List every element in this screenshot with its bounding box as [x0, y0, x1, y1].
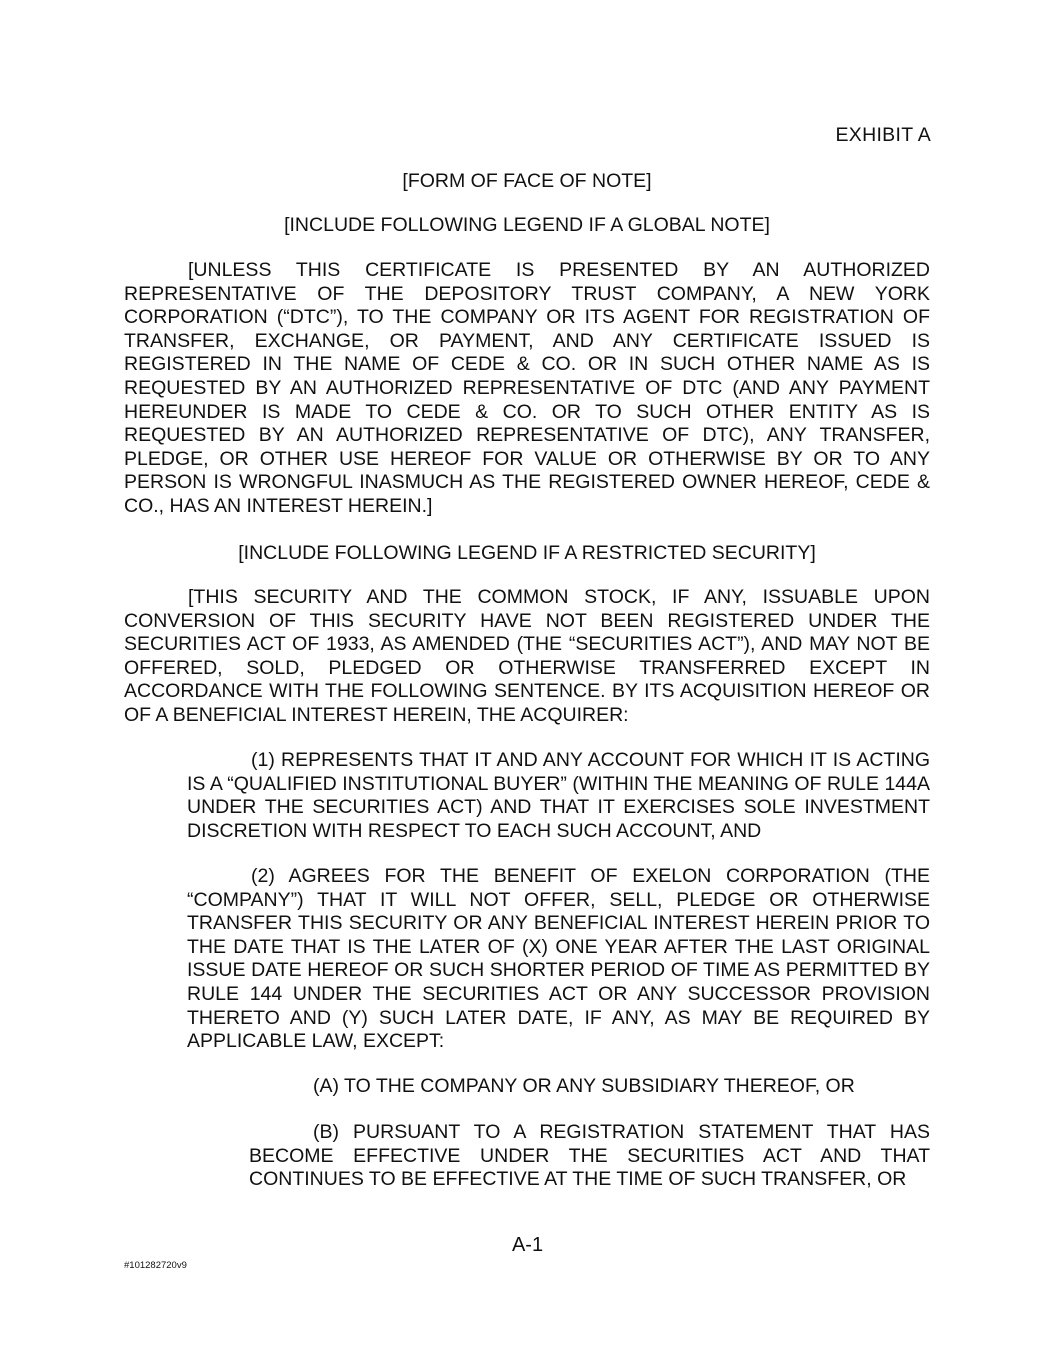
restricted-legend-intro: [THIS SECURITY AND THE COMMON STOCK, IF ANY, ISSUABLE UPON CONVERSION OF THIS SECURITY HAVE NOT BEEN REGISTERED UNDER THE SECURITIES ACT OF 1933, AS AMENDED (THE “SECURITIES ACT”), AND MAY NOT BE OFFERED, SOLD, PLEDGED OR OTHERWISE TRANSFERRED EXCEPT IN ACCORDANCE WITH THE FOLLOWING SENTENCE. BY ITS ACQUISITION HEREOF OR OF A BENEFICIAL INTEREST HEREIN, THE ACQUIRER: [124, 586, 930, 726]
page-number: A-1 [511, 1234, 544, 1256]
sub-clause-b: (B) PURSUANT TO A REGISTRATION STATEMENT THAT HAS BECOME EFFECTIVE UNDER THE SECURITIES ACT AND THAT CONTINUES TO BE EFFECTIVE AT THE TIME OF SUCH TRANSFER, OR [249, 1121, 930, 1191]
form-title: [FORM OF FACE OF NOTE] [402, 170, 652, 192]
global-legend-heading: [INCLUDE FOLLOWING LEGEND IF A GLOBAL NOTE] [284, 214, 770, 236]
document-id: #101282720v9 [124, 1260, 187, 1271]
clause-1-paragraph: (1) REPRESENTS THAT IT AND ANY ACCOUNT FOR WHICH IT IS ACTING IS A “QUALIFIED INSTITUTIONAL BUYER” (WITHIN THE MEANING OF RULE 144A UNDER THE SECURITIES ACT) AND THAT IT EXERCISES SOLE INVESTMENT DISCRETION WITH RESPECT TO EACH SUCH ACCOUNT, AND [187, 749, 930, 842]
exhibit-label: EXHIBIT A [835, 124, 931, 146]
restricted-legend-heading: [INCLUDE FOLLOWING LEGEND IF A RESTRICTED SECURITY] [238, 542, 816, 564]
sub-clause-a: (A) TO THE COMPANY OR ANY SUBSIDIARY THEREOF, OR [313, 1075, 855, 1097]
global-legend-paragraph: [UNLESS THIS CERTIFICATE IS PRESENTED BY AN AUTHORIZED REPRESENTATIVE OF THE DEPOSITORY TRUST COMPANY, A NEW YORK CORPORATION (“DTC”), TO THE COMPANY OR ITS AGENT FOR REGISTRATION OF TRANSFER, EXCHANGE, OR PAYMENT, AND ANY CERTIFICATE ISSUED IS REGISTERED IN THE NAME OF CEDE & CO. OR IN SUCH OTHER NAME AS IS REQUESTED BY AN AUTHORIZED REPRESENTATIVE OF DTC (AND ANY PAYMENT HEREUNDER IS MADE TO CEDE & CO. OR TO SUCH OTHER ENTITY AS IS REQUESTED BY AN AUTHORIZED REPRESENTATIVE OF DTC), ANY TRANSFER, PLEDGE, OR OTHER USE HEREOF FOR VALUE OR OTHERWISE BY OR TO ANY PERSON IS WRONGFUL INASMUCH AS THE REGISTERED OWNER HEREOF, CEDE & CO., HAS AN INTEREST HEREIN.] [124, 259, 930, 517]
clause-2-paragraph: (2) AGREES FOR THE BENEFIT OF EXELON CORPORATION (THE “COMPANY”) THAT IT WILL NOT OFFER, SELL, PLEDGE OR OTHERWISE TRANSFER THIS SECURITY OR ANY BENEFICIAL INTEREST HEREIN PRIOR TO THE DATE THAT IS THE LATER OF (X) ONE YEAR AFTER THE LAST ORIGINAL ISSUE DATE HEREOF OR SUCH SHORTER PERIOD OF TIME AS PERMITTED BY RULE 144 UNDER THE SECURITIES ACT OR ANY SUCCESSOR PROVISION THERETO AND (Y) SUCH LATER DATE, IF ANY, AS MAY BE REQUIRED BY APPLICABLE LAW, EXCEPT: [187, 865, 930, 1053]
